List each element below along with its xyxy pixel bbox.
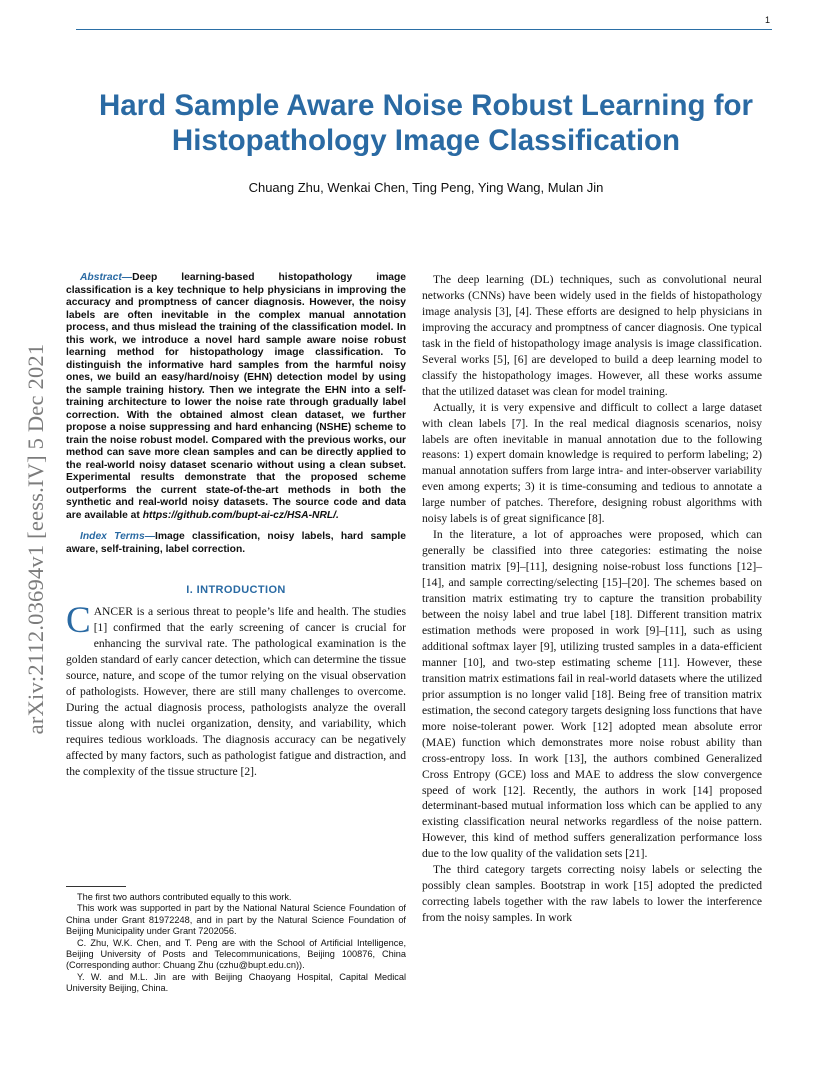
- drop-cap: C: [66, 600, 91, 641]
- abstract-lead: Abstract—: [80, 272, 133, 283]
- source-code-link[interactable]: https://github.com/bupt-ai-cz/HSA-NRL/.: [142, 509, 339, 521]
- body-paragraph: Actually, it is very expensive and difficult to collect a large dataset with clean labels [7]. In the real medical diagnosis scenarios, noisy labels are often inevitable in manual annotation due to the following reasons: 1) expert domain knowledge is required to perform labeling; 2) manual annotation suffers from large intra- and inter-observer variability even among experts; 3) it is time-consuming and tedious to annotate a large number of patches. Therefore, designing robust algorithms with noisy labels is of great significance [8].: [422, 400, 762, 526]
- author-list: Chuang Zhu, Wenkai Chen, Ting Peng, Ying Wang, Mulan Jin: [248, 180, 604, 195]
- section-title-rest: NTRODUCTION: [200, 584, 286, 596]
- paper-title: Hard Sample Aware Noise Robust Learning for Histopathology Image Classification: [98, 89, 754, 157]
- footnote: This work was supported in part by the National Natural Science Foundation of China under Grant 81972248, and in part by the Natural Science Foundation of Beijing Municipality under Grant 7202056.: [66, 903, 406, 937]
- section-first-letter: I: [196, 584, 201, 596]
- page-number: 1: [764, 15, 770, 25]
- index-terms-text: Image classification, noisy labels, hard sample aware, self-training, label correction.: [66, 531, 406, 555]
- footnote-rule: [66, 886, 126, 887]
- body-paragraph: The third category targets correcting noisy labels or selecting the possibly clean samples. Bootstrap in work [15] adopted the predicted correcting labels together with the raw labels to lower the interference from the noisy samples. In work: [422, 863, 762, 925]
- header-rule: [76, 29, 772, 30]
- arxiv-identifier: arXiv:2112.03694v1 [eess.IV] 5 Dec 2021: [23, 343, 48, 735]
- footnote: The first two authors contributed equally to this work.: [77, 892, 292, 902]
- intro-paragraph: [66, 600, 406, 779]
- section-heading-introduction: [66, 584, 406, 596]
- right-column: [422, 272, 762, 926]
- body-paragraph: The deep learning (DL) techniques, such as convolutional neural networks (CNNs) have been widely used in the fields of histopathology image analysis [3], [4]. These efforts are designed to help physicians in improving the accuracy and promptness of cancer diagnosis. One typical task in the field of histopathology image analysis is image classification. Several works [5], [6] are developed to build a deep learning model to classify the histopathology images. However, all these works assume that the utilized dataset was clean for model training.: [422, 273, 762, 398]
- arxiv-side-stamp: [22, 290, 50, 788]
- index-terms-lead: Index Terms—: [80, 531, 155, 542]
- body-paragraph: In the literature, a lot of approaches were proposed, which can generally be classified into three categories: estimating the noise transition matrix [9]–[11], designing noise-robust loss functions [12]–[14], and sample correcting/selecting [15]–[20]. The schemes based on transition matrix estimating try to capture the transition probability between the noisy label and true label [18]. Different transition matrix estimation methods were proposed in work [9]–[11], such as using additional softmax layer [9], utilizing trusted samples in a data-efficient manner [10], and two-step estimating scheme [11]. However, these transition matrix estimations fail in real-world datasets where the utilized prior assumption is no longer valid [18]. Being free of transition matrix estimation, the second category targets designing loss functions that have more noise-tolerant power. Work [12] adopted mean absolute error (MAE) function which demonstrates more noise robust ability than cross-entropy loss. In work [13], the authors combined Generalized Cross Entropy (GCE) loss and MAE to address the slow convergence speed of work [12]. Recently, the authors in work [14] proposed determinant-based mutual information loss which can be applied to any existing classification neural networks regardless of the noise pattern. However, this kind of method suffers generalization performance loss due to the low quality of the validation sets [21].: [422, 528, 762, 861]
- intro-text: is a serious threat to people’s life and health. The studies [1] confirmed that the early screening of cancer is crucial for enhancing the survival rate. The pathological examination is the golden standard of early cancer detection, which can determine the tissue source, nature, and scope of the tumor relying on the visual observation of pathologists. However, there are still many challenges to overcome. During the actual diagnosis process, pathologists analyze the overall tissue along with nuclei organization, density, and variability, which requires tedious workloads. The diagnosis accuracy can be negatively affected by many factors, such as pathologist fatigue and distraction, and the complexity of the tissue structure [2].: [66, 605, 406, 778]
- footnotes: [66, 892, 406, 995]
- abstract-text: Deep learning-based histopathology image classification is a key technique to help physicians in improving the accuracy and promptness of cancer diagnosis. However, the noisy labels are often inevitable in the complex manual annotation process, and thus mislead the training of the classification model. In this work, we introduce a novel hard sample aware noise robust learning method for histopathology image classification. To distinguish the informative hard samples from the harmful noisy ones, we build an easy/hard/noisy (EHN) detection model by using the sample training history. Then we integrate the EHN into a self-training architecture to lower the noise rate through gradually label correction. With the obtained almost clean dataset, we further propose a noise suppressing and hard enhancing (NSHE) scheme to train the noise robust model. Compared with the previous works, our method can save more clean samples and can be directly applied to the real-world noisy dataset scenario without using a clean subset. Experimental results demonstrate that the proposed scheme outperforms the current state-of-the-art methods in both the synthetic and real-world noisy datasets. The source code and data are available at: [66, 272, 406, 521]
- footnote: C. Zhu, W.K. Chen, and T. Peng are with the School of Artificial Intelligence, Beijing University of Posts and Telecommunications, Beijing 100876, China (Corresponding author: Chuang Zhu (czhu@bupt.edu.cn)).: [66, 937, 406, 971]
- section-numeral: I.: [186, 584, 194, 596]
- abstract: [66, 272, 406, 522]
- left-column: [66, 272, 406, 779]
- intro-lead-caps: ANCER: [93, 605, 133, 618]
- index-terms: [66, 531, 406, 556]
- footnote: Y. W. and M.L. Jin are with Beijing Chaoyang Hospital, Capital Medical University Beijing, China.: [66, 971, 406, 994]
